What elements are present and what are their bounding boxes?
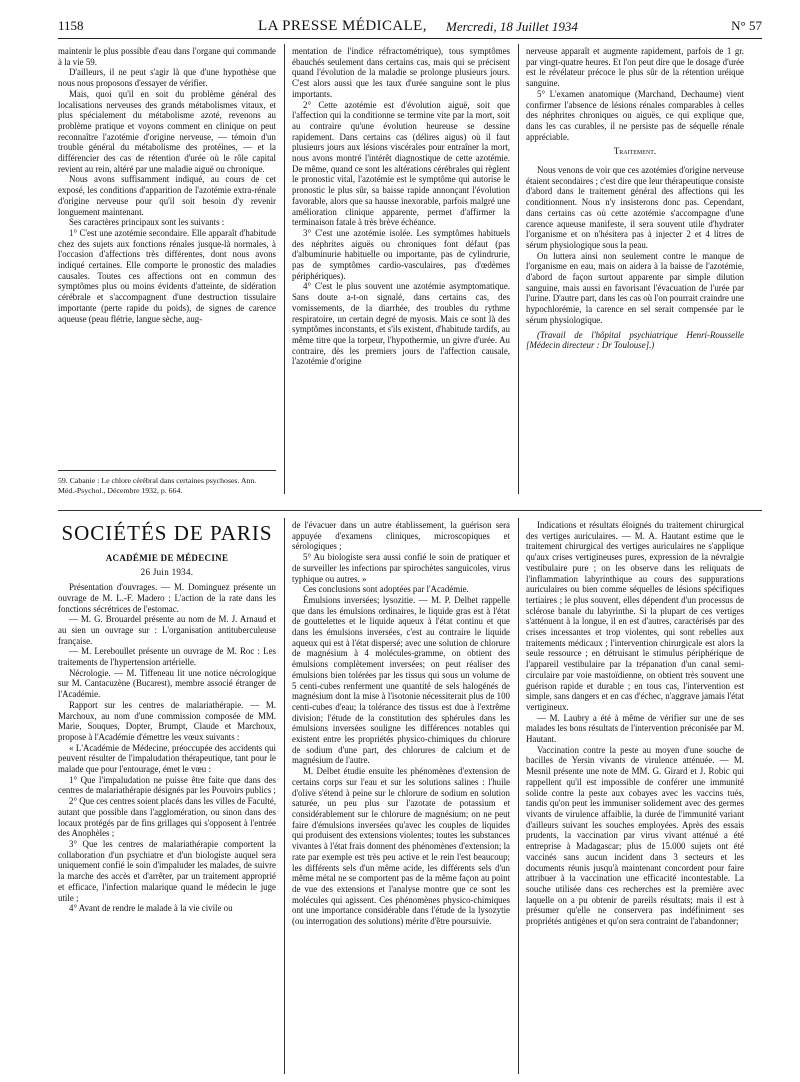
paragraph: Présentation d'ouvrages. — M. Dominguez présente un ouvrage de M. L.-F. Madero : L'action de la rate dans les fonctions sécrétrices de l'estomac. xyxy=(58,582,276,614)
column-divider xyxy=(284,44,285,494)
paragraph: 5° Au biologiste sera aussi confié le soin de pratiquer et de surveiller les infections par spirochètes sanguicoles, virus typhique ou autres. » xyxy=(292,552,510,584)
paragraph: 4° C'est le plus souvent une azotémie asymptomatique. Sans doute a-t-on signalé, dans certains cas, des vomissements, de la diarrhée, des troubles du rythme respiratoire, un certain degré de myosis. Mais ce sont là des symptômes inconstants, et s'ils existent, d'habitude tardifs, au même titre que la torpeur, l'hypothermie, un givre d'urée. Au contraire, dès les premiers jours de l'affection causale, l'azotémie d'origine xyxy=(292,281,510,367)
page-number: 1158 xyxy=(58,18,84,33)
issue-date: Mercredi, 18 Juillet 1934 xyxy=(446,19,578,34)
paragraph: mentation de l'indice réfractométrique), tous symptômes ébauchés seulement dans certains cas, mais qui se précisent quand l'évolution de la maladie se prolonge plusieurs jours. C'est alors aussi que les taux d'urée sanguine sont le plus importants. xyxy=(292,46,510,99)
paragraph: 3° C'est une azotémie isolée. Les symptômes habituels des néphrites aiguës ou chroniques font défaut (pas d'albuminurie habituelle ou importante, pas de cylindrurie, pas de symptômes cardio-vasculaires, pas d'œdèmes périphériques). xyxy=(292,227,510,281)
paragraph: — M. Lereboullet présente un ouvrage de M. Roc : Les traitements de l'hypertension artérielle. xyxy=(58,646,276,668)
column-divider xyxy=(284,518,285,1074)
column-divider xyxy=(518,44,519,494)
footnote: 59. Cabanie : Le chlore cérébral dans certaines psychoses. Ann. Méd.-Psychol., Décembre 1932, p. 664. xyxy=(58,476,257,495)
section-title: SOCIÉTÉS DE PARIS xyxy=(61,521,273,545)
paragraph: — M. G. Brouardel présente au nom de M. J. Arnaud et au sien un ouvrage sur : L'organisation antituberculeuse française. xyxy=(58,614,276,646)
bottom-column-2 xyxy=(292,520,510,1076)
paragraph: Indications et résultats éloignés du traitement chirurgical des vertiges auriculaires. — M. A. Hautant estime que le traitement chirurgical des vertiges auriculaires ne s'applique qu'aux crises vertigineuses pures, expression de la névralgie vestibulaire pure ; on les observe dans les reliquats de l'inflammation labyrinthique au cours des suppurations auriculaires ou bien comme séquelles de lésions spécifiques tertiaires ; le plus souvent, elles dépendent d'un processus de sclérose banale du labyrinthe. Si la plupart de ces vertiges s'atténuent à la longue, il en est d'autres, caractérisés par des crises incessantes et trop violentes, qui sont rebelles aux traitements médicaux ; l'intervention chirurgicale est alors la seule ressource ; en détruisant le stimulus périphérique de l'appareil vestibulaire par la trépanation d'un canal semi-circulaire par voie mastoïdienne, on obtient très souvent une guérison rapide et durable ; en tous cas, l'intervention est simple, sans dangers et en cas d'échec, n'aggrave jamais l'état vertigineux. xyxy=(526,520,744,712)
paragraph: 4° Avant de rendre le malade à la vie civile ou xyxy=(69,903,233,914)
paragraph: Émulsions inversées; lysozitie. — M. P. Delbet rappelle que dans les émulsions ordinaires, le liquide gras est à l'état de gouttelettes et le liquide aqueux à l'état continu et que dans les émulsions inversées, c'est au contraire le liquide aqueux qui est à l'état dispersé; avec une solution de chlorure de magnésium à 4 molécules-gramme, on obtient des émulsions complètement inversées; on peut réaliser des émulsions bien tolérées par les tissus qui sous un volume de 5 centi-cubes renferment une quantité de sels halogénés de magnésium dont la mise à l'isotonie nécessiterait plus de 100 centi-cubes d'eau; la tolérance des tissus est due à l'extrême division; l'étude de la constitution des sphérules dans les émulsions inversées souligne les différences notables qui existent entre les propriétés physico-chimiques du chlorure de sodium d'une part, des chlorures de calcium et de magnésium de l'autre. xyxy=(292,594,510,766)
paragraph: Vaccination contre la peste au moyen d'une souche de bacilles de Yersin vivants de virulence atténuée. — M. Mesnil présente une note de MM. G. Girard et J. Robic qui rappellent qu'il est impossible de conférer une immunité solide contre la peste aux cobayes avec les vaccins tués, tandis qu'on peut les immuniser solidement avec des germes vivants de virulence affaiblie, la durée de l'immunité variant d'ailleurs suivant les souches employées. Après des essais prudents, la vaccination par virus vivant atténué a été entreprise à Madagascar; plus de 15.000 sujets ont été vaccinés sans aucun incident dans 3 secteurs et les documents réunis jusqu'à maintenant concordent pour faire attribuer à la vaccination une efficacité incontestable. La souche utilisée dans ces recherches est la première avec laquelle on a pu obtenir de pareils résultats; mais il est à présumer qu'elle ne conservera pas indéfiniment ses propriétés antigènes et qu'on sera contraint de l'abandonner; xyxy=(526,744,744,927)
bottom-column-3 xyxy=(526,520,744,1076)
paragraph: Nous venons de voir que ces azotémies d'origine nerveuse étaient secondaires ; c'est dire que leur thérapeutique consiste d'abord dans le traitement général des affections qui les conditionnent. Nous n'y insisterons donc pas. Cependant, dans certains cas où cette azotémie s'accompagne d'une carence aqueuse manifeste, il sera souvent utile d'hydrater l'organisme et on n'hésitera pas à injecter 2 et 4 litres de sérum physiologique sous la peau. xyxy=(526,165,744,250)
paragraph: Nécrologie. — M. Tiffeneau lit une notice nécrologique sur M. Cantacuzène (Bucarest), membre associé étranger de l'Académie. xyxy=(58,667,276,700)
bottom-column-1 xyxy=(58,520,276,1076)
paragraph: Ses caractères principaux sont les suivants : xyxy=(69,217,225,228)
section-heading-traitement: Traitement. xyxy=(613,146,657,157)
paragraph: 2° Que ces centres soient placés dans les villes de Faculté, autant que possible dans l'agglomération, ou sinon dans des locaux protégés par de fins grillages qui s'opposent à l'entrée des Anophèles ; xyxy=(58,796,276,839)
paragraph: Rapport sur les centres de malariathérapie. — M. Marchoux, au nom d'une commission composée de MM. Marie, Souques, Dopter, Brumpt, Claude et Marchoux, propose à l'Académie d'émettre les vœux suivants : xyxy=(58,699,276,742)
paragraph: M. Delbet étudie ensuite les phénomènes d'extension de certains corps sur l'eau et sur les solutions salines : l'huile d'olive s'étend à peine sur le chlorure de sodium en solution saturée, un peu plus sur l'azotate de potassium et considérablement sur le chlorure de magnésium; on ne peut faire d'émulsions inversées qu'avec les couples de liquides qui produisent des extensions violentes; toutes les substances vivantes à l'état frais donnent des phénomènes d'extension; la rate par exemple est très peu active et le rein l'est beaucoup; les différents sels d'un même acide, les différents sels d'un même métal ne se comportent pas de la même façon au point de vue des extensions et l'analyse montre que ce sont les molécules qui agissent. Ces phénomènes physico-chimiques ont une importance considérable dans l'étude de la lysozytie (ou interrogation des solutions) mérite d'être poursuivie. xyxy=(292,766,510,927)
paragraph: de l'évacuer dans un autre établissement, la guérison sera appuyée d'examens cliniques, microscopiques et sérologiques ; xyxy=(292,520,510,552)
page-header xyxy=(58,16,762,39)
paragraph: « L'Académie de Médecine, préoccupée des accidents qui peuvent résulter de l'impaludation thérapeutique, tant pour le malade que pour l'entourage, émet le vœu : xyxy=(58,742,276,775)
top-column-1 xyxy=(58,46,276,456)
journal-title: LA PRESSE MÉDICALE, xyxy=(258,18,427,34)
paragraph: On luttera ainsi non seulement contre le manque de l'organisme en eau, mais on aidera à la baisse de l'azotémie, d'abord de façon surtout apparente par simple dilution sanguine, mais aussi en favorisant l'évacuation de l'urée par l'urine. D'autre part, dans les cas où l'on pourrait craindre une hypochlorémie, la carence en sel serait compensée par le sérum physiologique. xyxy=(526,250,744,325)
paragraph: Nous avons suffisamment indiqué, au cours de cet exposé, les conditions d'apparition de l'azotémie extra-rénale d'origine nerveuse pour qu'il soit besoin d'y revenir longuement maintenant. xyxy=(58,174,276,217)
paragraph: nerveuse apparaît et augmente rapidement, parfois de 1 gr. par vingt-quatre heures. Et l'on peut dire que le dosage d'urée est le révélateur précoce le plus sûr de la rétention uréique sanguine. xyxy=(526,46,744,89)
paragraph: 5° L'examen anatomique (Marchand, Dechaume) vient confirmer l'absence de lésions rénales comparables à celles des néphrites chroniques ou aiguës, ce qui explique que, dans les cas curables, il ne persiste pas de séquelle rénale appréciable. xyxy=(526,88,744,142)
paragraph: D'ailleurs, il ne peut s'agir là que d'une hypothèse que nous nous proposons d'essayer de vérifier. xyxy=(58,67,276,89)
section-separator xyxy=(58,510,762,511)
affiliation-note: (Travail de l'hôpital psychiatrique Henri-Rousselle [Médecin directeur : Dr Toulouse].) xyxy=(526,329,744,351)
paragraph: Mais, quoi qu'il en soit du problème général des localisations nerveuses des grands métabolismes vitaux, et plus spécialement du métabolisme azoté, revenons au problème pratique et voyons comment en clinique on peut reconnaître l'azotémie d'origine nerveuse, — témoin d'un trouble général du métabolisme des protéines, — et la différencier des cas de rétention d'urée où le rôle capital revient au rein, altéré par une maladie aiguë ou chronique. xyxy=(58,88,276,174)
paragraph: maintenir le plus possible d'eau dans l'organe qui commande à la vie 59. xyxy=(58,46,276,67)
paragraph: 1° Que l'impaludation ne puisse être faite que dans des centres de malariathérapie désignés par les Pouvoirs publics ; xyxy=(58,774,276,796)
footnote-rule xyxy=(58,470,276,471)
paragraph: Ces conclusions sont adoptées par l'Académie. xyxy=(303,584,469,595)
issue-number: N° 57 xyxy=(731,18,762,33)
top-column-2 xyxy=(292,46,510,496)
academy-heading: ACADÉMIE DE MÉDECINE xyxy=(105,552,229,563)
paragraph: 1° C'est une azotémie secondaire. Elle apparaît d'habitude chez des sujets aux fonctions rénales jusque-là normales, à l'occasion d'affections très différentes, dont nous avons indiqué certaines. Elle comporte le pronostic des maladies causales. Toutes ces affections ont en commun des symptômes plus ou moins évidents d'atteinte, de sidération cérébrale et s'accompagnent d'une destruction tissulaire importante (perte rapide du poids), de signes de carence aqueuse (peau flétrie, langue sèche, aug- xyxy=(58,227,276,324)
session-date: 26 Juin 1934. xyxy=(140,567,194,578)
paragraph: — M. Laubry a été à même de vérifier sur une de ses malades les bons résultats de l'intervention préconisée par M. Hautant. xyxy=(526,712,744,745)
paragraph: 3° Que les centres de malariathérapie comportent la collaboration d'un psychiatre et d'un biologiste auquel sera uniquement confié le soin d'impaluder les malades, de suivre la marche des accès et d'arrêter, par un traitement approprié et efficace, l'infection malarique quand le médecin le juge utile ; xyxy=(58,838,276,903)
paragraph: 2° Cette azotémie est d'évolution aiguë, soit que l'affection qui la conditionne se termine vite par la mort, soit au contraire qu'une évolution heureuse se dessine rapidement. Dans certains cas (délires aigus) où il faut plusieurs jours aux lésions viscérales pour entraîner la mort, nous avons montré l'intérêt diagnostique de cette azotémie. De même, quand ce sont les altérations cérébrales qui règlent le pronostic vital, l'azotémie est le symptôme qui autorise le pronostic le plus sûr, sa baisse rapide annonçant l'évolution favorable, alors que sa hausse inexorable, parfois malgré une amélioration clinique apparente, permet d'affirmer la terminaison fatale à très brève échéance. xyxy=(292,99,510,228)
top-column-3 xyxy=(526,46,744,496)
column-divider xyxy=(518,518,519,1074)
